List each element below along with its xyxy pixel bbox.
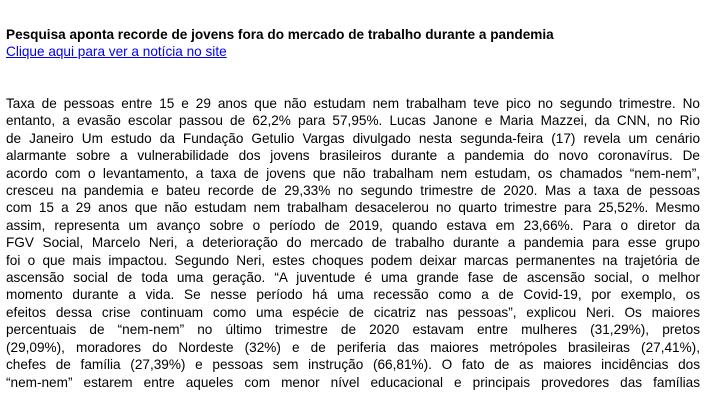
article-header (6, 26, 706, 61)
body-line: entanto, a evasão escolar passou de 62,2% para 57,95%. Lucas Janone e Maria Mazzei, da CNN, no Rio (6, 113, 700, 129)
article-headline: Pesquisa aponta recorde de jovens fora do mercado de trabalho durante a pandemia (6, 27, 554, 42)
article-body (6, 95, 700, 391)
body-line: cresceu na pandemia e bateu recorde de 29,33% no segundo trimestre de 2020. Mas a taxa de pessoas (6, 183, 700, 199)
body-line: alarmante sobre a vulnerabilidade dos jovens brasileiros durante a pandemia do novo coronavírus. De (6, 148, 700, 164)
view-on-site-link[interactable]: Clique aqui para ver a notícia no site (6, 44, 227, 59)
body-line: “nem-nem” estarem entre aqueles com menor nível educacional e principais provedores das famílias (6, 374, 700, 390)
body-line: assim, representa um avanço sobre o período de 2019, quando estava em 23,66%. Para o diretor da (6, 217, 700, 233)
body-line: (29,09%), moradores do Nordeste (32%) e de periferia das maiores metrópoles brasileiras (27,41%), (6, 339, 700, 355)
body-line: percentuais de “nem-nem” no último trimestre de 2020 estavam entre mulheres (31,29%), pretos (6, 322, 700, 338)
body-line: chefes de família (27,39%) e pessoas sem instrução (66,81%). O fato de as maiores incidências dos (6, 357, 700, 373)
body-line: foi o que mais impactou. Segundo Neri, estes choques podem deixar marcas permanentes na trajetória de (6, 252, 700, 268)
body-line: efeitos dessa crise continuam como uma espécie de cicatriz nas pessoas”, explicou Neri. Os maiores (6, 304, 700, 320)
body-line: FGV Social, Marcelo Neri, a deterioração do mercado de trabalho durante a pandemia para esse grupo (6, 235, 700, 251)
body-line: ascensão social de toda uma geração. “A juventude é uma grande fase de ascensão social, o melhor (6, 270, 700, 286)
body-line: acordo com o levantamento, a taxa de jovens que não trabalham nem estudam, os chamados “nem-nem”, (6, 165, 700, 181)
body-line: momento durante a vida. Se nesse período há uma recessão como a de Covid-19, por exemplo, os (6, 287, 700, 303)
body-line: Taxa de pessoas entre 15 e 29 anos que não estudam nem trabalham teve pico no segundo trimestre. No (6, 96, 700, 111)
body-line: com 15 a 29 anos que não estudam nem trabalham desacelerou no quarto trimestre para 25,52%. Mesmo (6, 200, 700, 216)
body-line: de Janeiro Um estudo da Fundação Getulio Vargas divulgado nesta segunda-feira (17) revela um cenário (6, 130, 700, 146)
